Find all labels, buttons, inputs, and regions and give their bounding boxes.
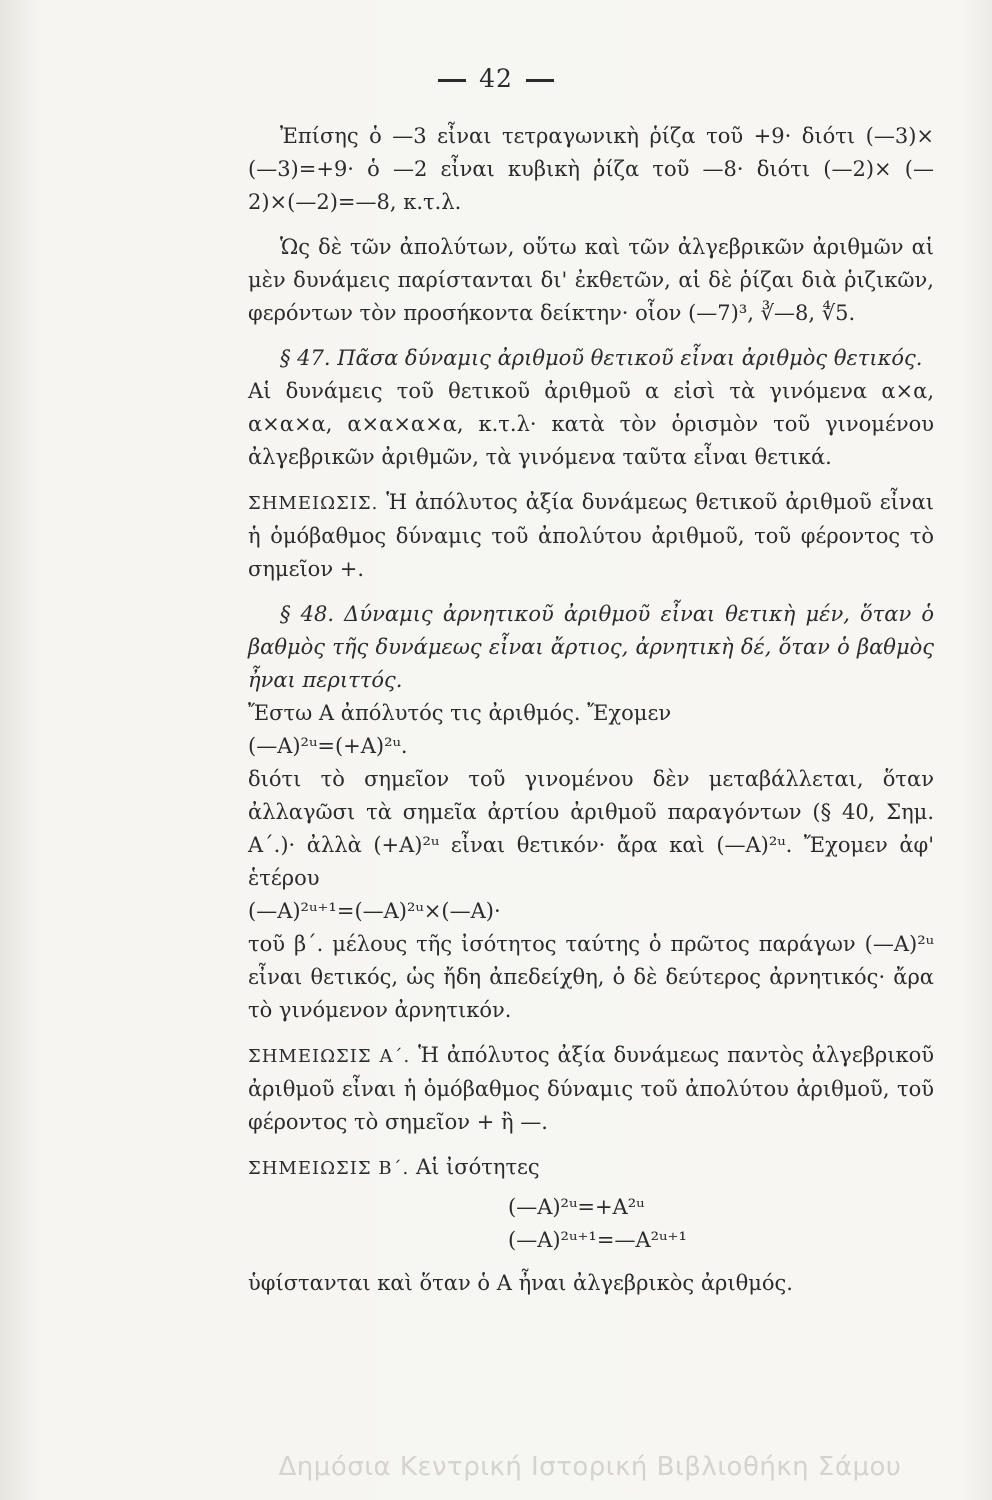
note-3-label: ΣΗΜΕΙΩΣΙΣ Β΄.	[248, 1158, 410, 1179]
paragraph-notation: Ὡς δὲ τῶν ἀπολύτων, οὕτω καὶ τῶν ἀλγεβρικῶν ἀριθμῶν αἱ μὲν δυνάμεις παρίστανται δι' ἐκθετῶν, αἱ δὲ ῥίζαι διὰ ῥιζικῶν, φερόντων τὸν προσήκοντα δείκτην· οἷον (—7)³, ∛—8, ∜5.	[248, 235, 934, 325]
paragraph-roots-examples: Ἐπίσης ὁ —3 εἶναι τετραγωνικὴ ῥίζα τοῦ +9· διότι (—3)× (—3)=+9· ὁ —2 εἶναι κυβικὴ ῥίζα τοῦ —8· διότι (—2)× (—2)×(—2)=—8, κ.τ.λ.	[248, 124, 934, 214]
note-2-label: ΣΗΜΕΙΩΣΙΣ Α΄.	[248, 1046, 411, 1067]
page-body	[248, 120, 934, 1300]
note-2-text: Ἡ ἀπόλυτος ἀξία δυνάμεως παντὸς ἀλγεβρικοῦ ἀριθμοῦ εἶναι ἡ ὁμόβαθμος δύναμις τοῦ ἀπολύτου ἀριθμοῦ, τοῦ φέροντος τὸ σημεῖον + ἢ —.	[248, 1043, 934, 1134]
note-1-text: Ἡ ἀπόλυτος ἀξία δυνάμεως θετικοῦ ἀριθμοῦ εἶναι ἡ ὁμόβαθμος δύναμις τοῦ ἀπολύτου ἀριθμοῦ, τοῦ φέροντος τὸ σημεῖον +.	[248, 490, 934, 581]
note-3	[248, 1151, 934, 1185]
paragraph-proof: διότι τὸ σημεῖον τοῦ γινομένου δὲν μεταβάλλεται, ὅταν ἀλλαγῶσι τὰ σημεῖα ἀρτίου ἀριθμοῦ παραγόντων (§ 40, Σημ. Α΄.)· ἀλλὰ (+Α)²ᵘ εἶναι θετικόν· ἄρα καὶ (—Α)²ᵘ. Ἔχομεν ἀφ' ἑτέρου	[248, 767, 934, 890]
header-dash-left	[438, 79, 466, 82]
section-48-title: § 48. Δύναμις ἀρνητικοῦ ἀριθμοῦ εἶναι θετικὴ μέν, ὅταν ὁ βαθμὸς τῆς δυνάμεως εἶναι ἄρτιος, ἀρνητικὴ δέ, ὅταν ὁ βαθμὸς ἦναι περιττός.	[248, 602, 934, 692]
page-number: 42	[479, 64, 513, 93]
equation-2: (—Α)²ᵘ⁺¹=(—Α)²ᵘ×(—Α)·	[248, 899, 501, 923]
paragraph-final: ὑφίστανται καὶ ὅταν ὁ Α ἦναι ἀλγεβρικὸς ἀριθμός.	[248, 1271, 793, 1295]
equation-1: (—Α)²ᵘ=(+Α)²ᵘ.	[248, 734, 408, 758]
section-48-body: Ἔστω Α ἀπόλυτός τις ἀριθμός. Ἔχομεν	[248, 701, 672, 725]
equation-4: (—Α)²ᵘ⁺¹=—Α²ᵘ⁺¹	[508, 1228, 687, 1252]
section-47-title: § 47. Πᾶσα δύναμις ἀριθμοῦ θετικοῦ εἶναι ἀριθμὸς θετικός.	[280, 346, 923, 370]
header-dash-right	[526, 79, 554, 82]
page-header	[0, 64, 992, 93]
equation-3: (—Α)²ᵘ=+Α²ᵘ	[508, 1195, 645, 1219]
note-2	[248, 1039, 934, 1139]
section-47-body: Αἱ δυνάμεις τοῦ θετικοῦ ἀριθμοῦ α εἰσὶ τὰ γινόμενα α×α, α×α×α, α×α×α×α, κ.τ.λ· κατὰ τὸν ὁρισμὸν τοῦ γινομένου ἀλγεβρικῶν ἀριθμῶν, τὰ γινόμενα ταῦτα εἶναι θετικά.	[248, 379, 934, 469]
library-watermark: Δημόσια Κεντρική Ιστορική Βιβλιοθήκη Σάμου	[278, 1452, 902, 1482]
note-3-text: Αἱ ἰσότητες	[415, 1155, 540, 1179]
note-1	[248, 486, 934, 586]
equation-system	[508, 1191, 934, 1257]
note-1-label: ΣΗΜΕΙΩΣΙΣ.	[248, 493, 379, 514]
paragraph-conclusion: τοῦ β΄. μέλους τῆς ἰσότητος ταύτης ὁ πρῶτος παράγων (—Α)²ᵘ εἶναι θετικός, ὡς ἤδη ἀπεδείχθη, ὁ δὲ δεύτερος ἀρνητικός· ἄρα τὸ γινόμενον ἀρνητικόν.	[248, 932, 934, 1022]
